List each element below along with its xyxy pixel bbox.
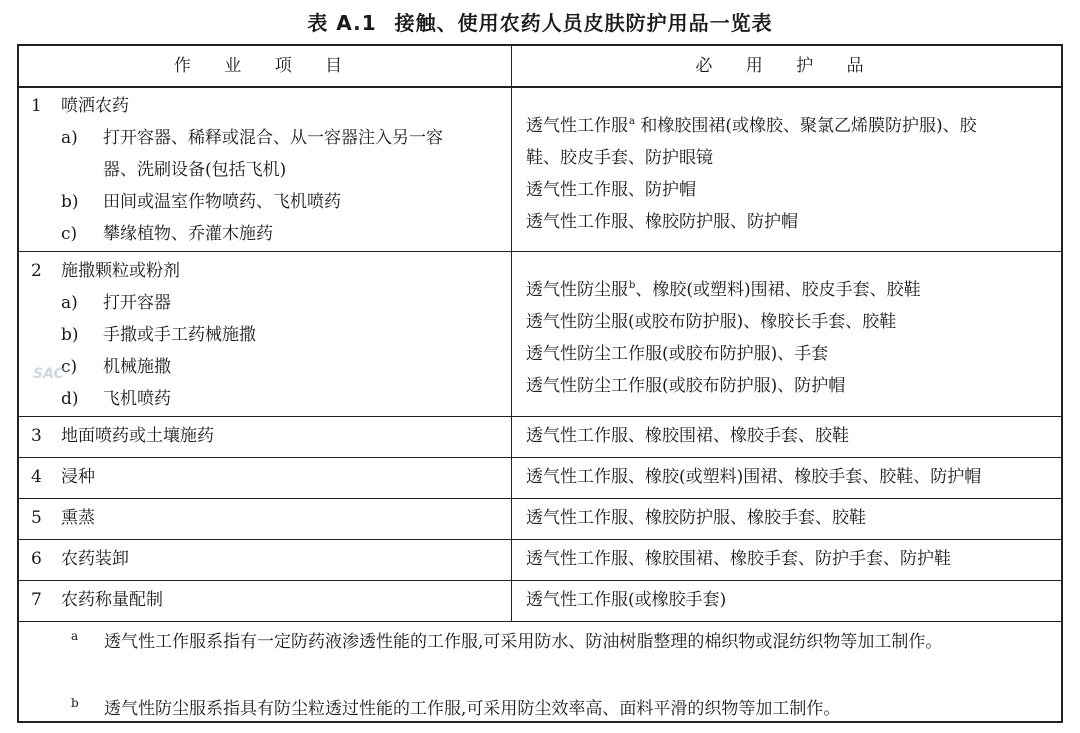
row-divider (19, 416, 1061, 417)
row-divider (19, 457, 1061, 458)
header-equipment: 必 用 护 品 (695, 56, 878, 76)
footnote-text: 透气性防尘服系指具有防尘粒透过性能的工作服,可采用防尘效率高、面料平滑的织物等加工制作。 (104, 699, 841, 719)
table-row-7-task: 7 农药称量配制 (31, 590, 163, 610)
footnote-ref-a: a (629, 116, 635, 127)
table-row-4-equipment: 透气性工作服、橡胶(或塑料)围裙、橡胶手套、胶鞋、防护帽 (526, 467, 982, 487)
table-caption: 接触、使用农药人员皮肤防护用品一览表 (394, 11, 773, 35)
footnote-a (71, 626, 1072, 690)
row-divider (19, 580, 1061, 581)
row-divider (19, 539, 1061, 540)
sac-watermark: SAC (33, 366, 64, 382)
footnote-mark: a (71, 629, 79, 643)
table-row-6-task: 6 农药装卸 (31, 549, 129, 569)
table-row-1-task: 1 喷洒农药 a) 打开容器、稀释或混合、从一容器注入另一容 器、洗刷设备(包括飞机) b) 田间或温室作物喷药、飞机喷药 c) 攀缘植物、乔灌木施药 (31, 96, 443, 244)
table-row-4-task: 4 浸种 (31, 467, 95, 487)
table-row-3-equipment: 透气性工作服、橡胶围裙、橡胶手套、胶鞋 (526, 426, 849, 446)
header-divider (19, 86, 1061, 88)
footnote-b (71, 693, 1072, 725)
table-title (0, 6, 1080, 40)
table-row-1-equipment: 透气性工作服$^a$ 和橡胶围裙(或橡胶、聚氯乙烯膜防护服)、胶 鞋、胶皮手套、防护眼镜 透气性工作服、防护帽 透气性工作服、橡胶防护服、防护帽 (526, 116, 977, 232)
table-row-2-equipment: 透气性防尘服$^b$、橡胶(或塑料)围裙、胶皮手套、胶鞋 透气性防尘服(或胶布防护服)、橡胶长手套、胶鞋 透气性防尘工作服(或胶布防护服)、手套 透气性防尘工作服(或胶布防护服)、防护帽 (526, 280, 921, 396)
footnote-text: 透气性工作服系指有一定防药液渗透性能的工作服,可采用防水、防油树脂整理的棉织物或混纺织物等加工制作。 (104, 632, 943, 652)
table-row-6-equipment: 透气性工作服、橡胶围裙、橡胶手套、防护手套、防护鞋 (526, 549, 951, 569)
table-number: 表 A.1 (307, 11, 377, 35)
table-row-7-equipment: 透气性工作服(或橡胶手套) (526, 590, 727, 610)
footnote-divider (19, 621, 1061, 622)
table-row-5-task: 5 熏蒸 (31, 508, 95, 528)
column-divider (511, 46, 512, 622)
table-row-3-task: 3 地面喷药或土壤施药 (31, 426, 214, 446)
table-row-5-equipment: 透气性工作服、橡胶防护服、橡胶手套、胶鞋 (526, 508, 866, 528)
header-task: 作 业 项 目 (173, 56, 357, 76)
footnote-ref-b: b (629, 280, 636, 291)
row-divider (19, 498, 1061, 499)
table-row-2-task: 2 施撒颗粒或粉剂 a) 打开容器 b) 手撒或手工药械施撒 c) 机械施撒 d) 飞机喷药 (31, 261, 256, 409)
protection-table (17, 44, 1063, 723)
row-divider (19, 251, 1061, 252)
footnote-mark: b (71, 696, 79, 710)
